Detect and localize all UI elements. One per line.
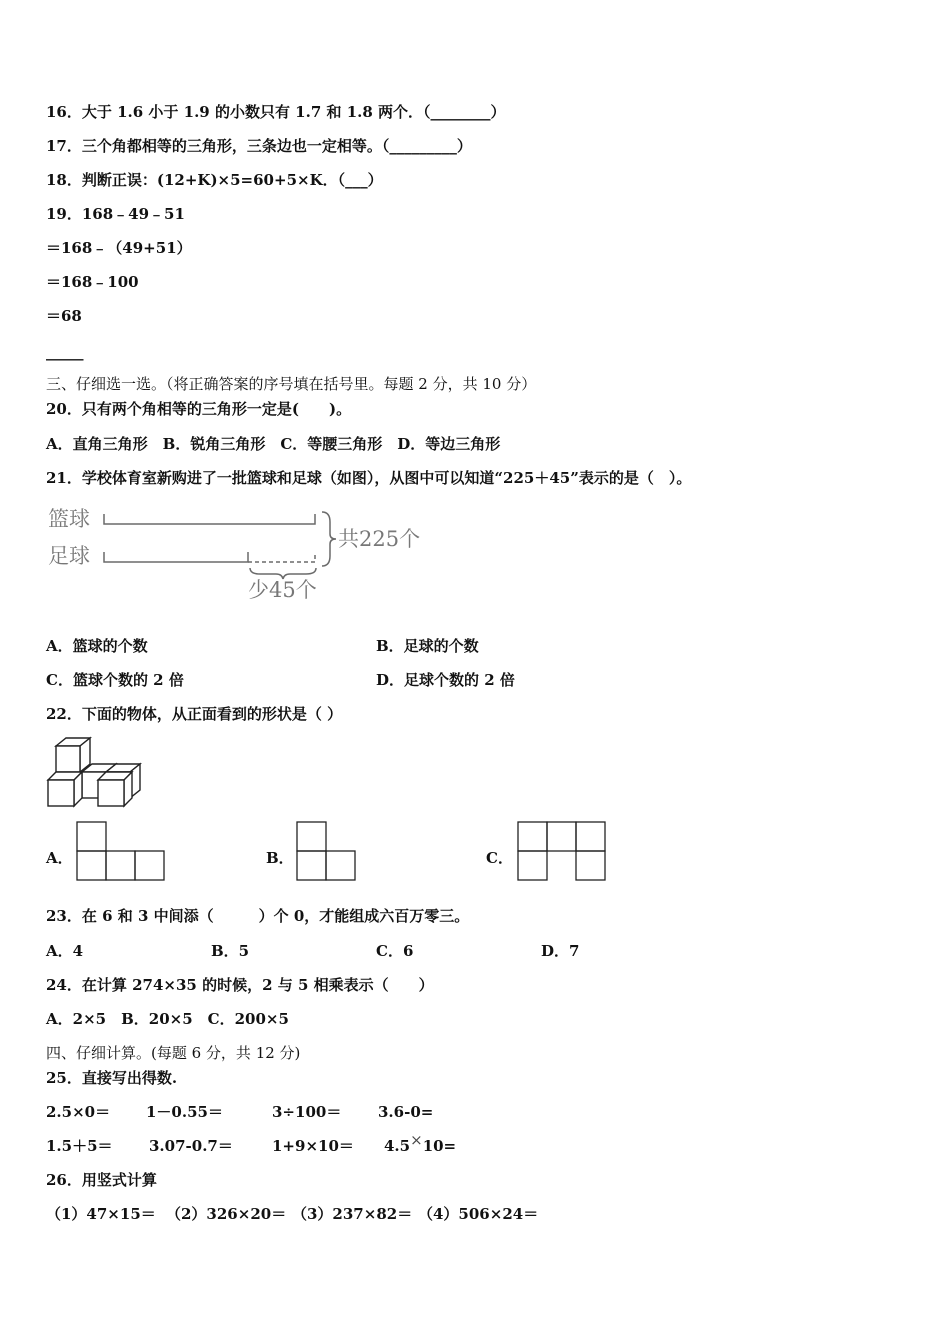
question-22-option-b-label: B． xyxy=(266,849,294,867)
calc-item-rest: 10= xyxy=(422,1137,457,1155)
calc-item-value: 4.5 xyxy=(384,1137,411,1155)
label-basketball: 篮球 xyxy=(48,507,90,531)
question-17: 17．三个角都相等的三角形，三条边也一定相等。（_________） xyxy=(46,137,472,155)
question-22-option-c-label: C． xyxy=(486,849,513,867)
calc-item: 3.07-0.7＝ xyxy=(149,1137,233,1155)
question-23-option-b: B．5 xyxy=(211,942,250,960)
question-23-option-a: A．4 xyxy=(46,942,84,960)
question-19-answer-blank: _____ xyxy=(46,343,84,361)
section-3-heading: 三、仔细选一选。（将正确答案的序号填在括号里。每题 2 分，共 10 分） xyxy=(46,375,537,393)
question-25-stem: 25．直接写出得数. xyxy=(46,1069,178,1087)
question-20-stem: 20．只有两个角相等的三角形一定是( )。 xyxy=(46,400,352,418)
vertical-calc-item: （1）47×15＝ xyxy=(46,1205,156,1223)
question-21-option-b: B．足球的个数 xyxy=(376,637,479,655)
question-21-option-d: D．足球个数的 2 倍 xyxy=(376,671,515,689)
question-19-line-2: ＝168﹣（49+51） xyxy=(46,239,192,257)
label-football: 足球 xyxy=(48,544,90,568)
calc-item: 1+9×10＝ xyxy=(272,1137,354,1155)
vertical-calc-item: （4）506×24＝ xyxy=(418,1205,539,1223)
section-4-heading: 四、仔细计算。(每题 6 分，共 12 分) xyxy=(46,1044,301,1062)
question-24-stem: 24．在计算 274×35 的时候，2 与 5 相乘表示（ ） xyxy=(46,976,434,994)
question-23-option-c: C．6 xyxy=(376,942,414,960)
question-18: 18．判断正误：(12+K)×5=60+5×K．（___） xyxy=(46,171,383,189)
question-22-option-a-label: A． xyxy=(46,849,73,867)
question-26-stem: 26．用竖式计算 xyxy=(46,1171,157,1189)
question-21-option-c: C．篮球个数的 2 倍 xyxy=(46,671,184,689)
calc-item: 3÷100＝ xyxy=(272,1103,342,1121)
total-label: 共225个 xyxy=(338,527,421,551)
question-24-options: A．2×5 B．20×5 C．200×5 xyxy=(46,1010,289,1028)
calc-item: 3.6-0= xyxy=(378,1103,434,1121)
question-21-option-a: A．篮球的个数 xyxy=(46,637,148,655)
less-label: 少45个 xyxy=(248,578,317,602)
times-sign: × xyxy=(410,1131,423,1149)
calc-item: 1－0.55＝ xyxy=(146,1103,223,1121)
question-20-options: A．直角三角形 B．锐角三角形 C．等腰三角形 D．等边三角形 xyxy=(46,435,501,453)
question-21-stem: 21．学校体育室新购进了一批篮球和足球（如图），从图中可以知道“225＋45”表示的是（ ）。 xyxy=(46,469,692,487)
question-16: 16．大于 1.6 小于 1.9 的小数只有 1.7 和 1.8 两个．（________） xyxy=(46,103,506,121)
calc-item: 1.5＋5＝ xyxy=(46,1137,113,1155)
vertical-calc-item: （3）237×82＝ xyxy=(292,1205,413,1223)
calc-item xyxy=(384,1131,457,1156)
question-22-stem: 22．下面的物体，从正面看到的形状是（ ） xyxy=(46,705,343,723)
question-23-stem: 23．在 6 和 3 中间添（ ）个 0，才能组成六百万零三。 xyxy=(46,907,470,925)
question-19-line-1: 19．168﹣49﹣51 xyxy=(46,205,185,223)
vertical-calc-item: （2）326×20＝ xyxy=(166,1205,287,1223)
question-23-option-d: D．7 xyxy=(541,942,580,960)
question-19-line-4: ＝68 xyxy=(46,307,82,325)
calc-item: 2.5×0＝ xyxy=(46,1103,111,1121)
question-19-line-3: ＝168﹣100 xyxy=(46,273,139,291)
